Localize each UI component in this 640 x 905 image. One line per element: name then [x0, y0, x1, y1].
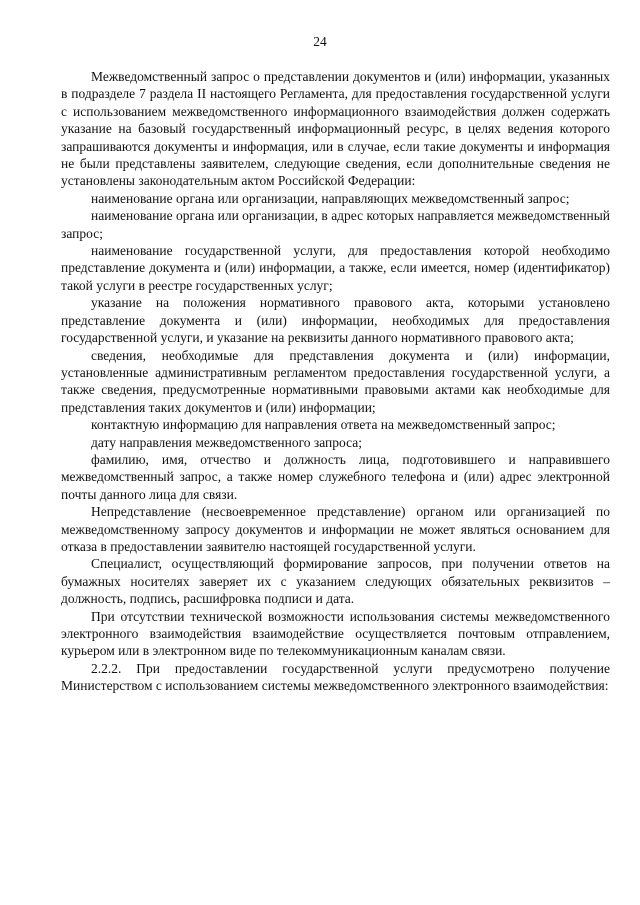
paragraph-intro: Межведомственный запрос о представлении документов и (или) информации, указанных в подразделе 7 раздела II настоящего Регламента, для предоставления государственной услуги с использованием межведомственного информационного взаимодействия должен содержать указание на базовый государственный информационный ресурс, в целях ведения которого запрашиваются документы и информация, или в случае, если такие документы и информация не были представлены заявителем, следующие сведения, если дополнительные сведения не установлены законодательным актом Российской Федерации:: [61, 69, 610, 189]
paragraph-specialist: Специалист, осуществляющий формирование запросов, при получении ответов на бумажных носителях заверяет их с указанием следующих обязательных реквизитов – должность, подпись, расшифровка подписи и дата.: [61, 556, 610, 607]
paragraph-non-submission: Непредставление (несвоевременное представление) органом или организацией по межведомственному запросу документов и информации не может являться основанием для отказа в предоставлении заявителю настоящей государственной услуги.: [61, 504, 610, 554]
page-number: 24: [313, 34, 327, 49]
list-item-receiving-organ: наименование органа или организации, в адрес которых направляется межведомственный запрос;: [61, 208, 610, 241]
list-item-service-name: наименование государственной услуги, для предоставления которой необходимо представление документа и (или) информации, а также, если имеется, номер (идентификатор) такой услуги в реестре государственных услуг;: [61, 243, 610, 293]
list-item-required-info: сведения, необходимые для представления документа и (или) информации, установленные административным регламентом предоставления государственной услуги, а также сведения, предусмотренные нормативными правовыми актами как необходимые для представления таких документов и (или) информации;: [61, 347, 610, 415]
list-item-request-date: дату направления межведомственного запроса;: [91, 434, 363, 450]
list-item-legal-act: указание на положения нормативного правового акта, которыми установлено представление документа и (или) информации, необходимых для предоставления государственной услуги, и указание на реквизиты данного нормативного правового акта;: [61, 295, 610, 346]
document-body: [61, 68, 610, 695]
list-item-contact-info: контактную информацию для направления ответа на межведомственный запрос;: [91, 417, 556, 433]
list-item-requesting-organ: наименование органа или организации, направляющих межведомственный запрос;: [91, 190, 570, 206]
paragraph-no-technical-means: При отсутствии технической возможности использования системы межведомственного электронного взаимодействия взаимодействие осуществляется почтовым отправлением, курьером или в электронном виде по телекоммуникационным каналам связи.: [61, 608, 610, 659]
list-item-responsible-person: фамилию, имя, отчество и должность лица, подготовившего и направившего межведомственный запрос, а также номер служебного телефона и (или) адрес электронной почты данного лица для связи.: [61, 451, 610, 502]
paragraph-section-2-2-2: 2.2.2. При предоставлении государственной услуги предусмотрено получение Министерством с использованием системы межведомственного электронного взаимодействия:: [61, 660, 610, 694]
